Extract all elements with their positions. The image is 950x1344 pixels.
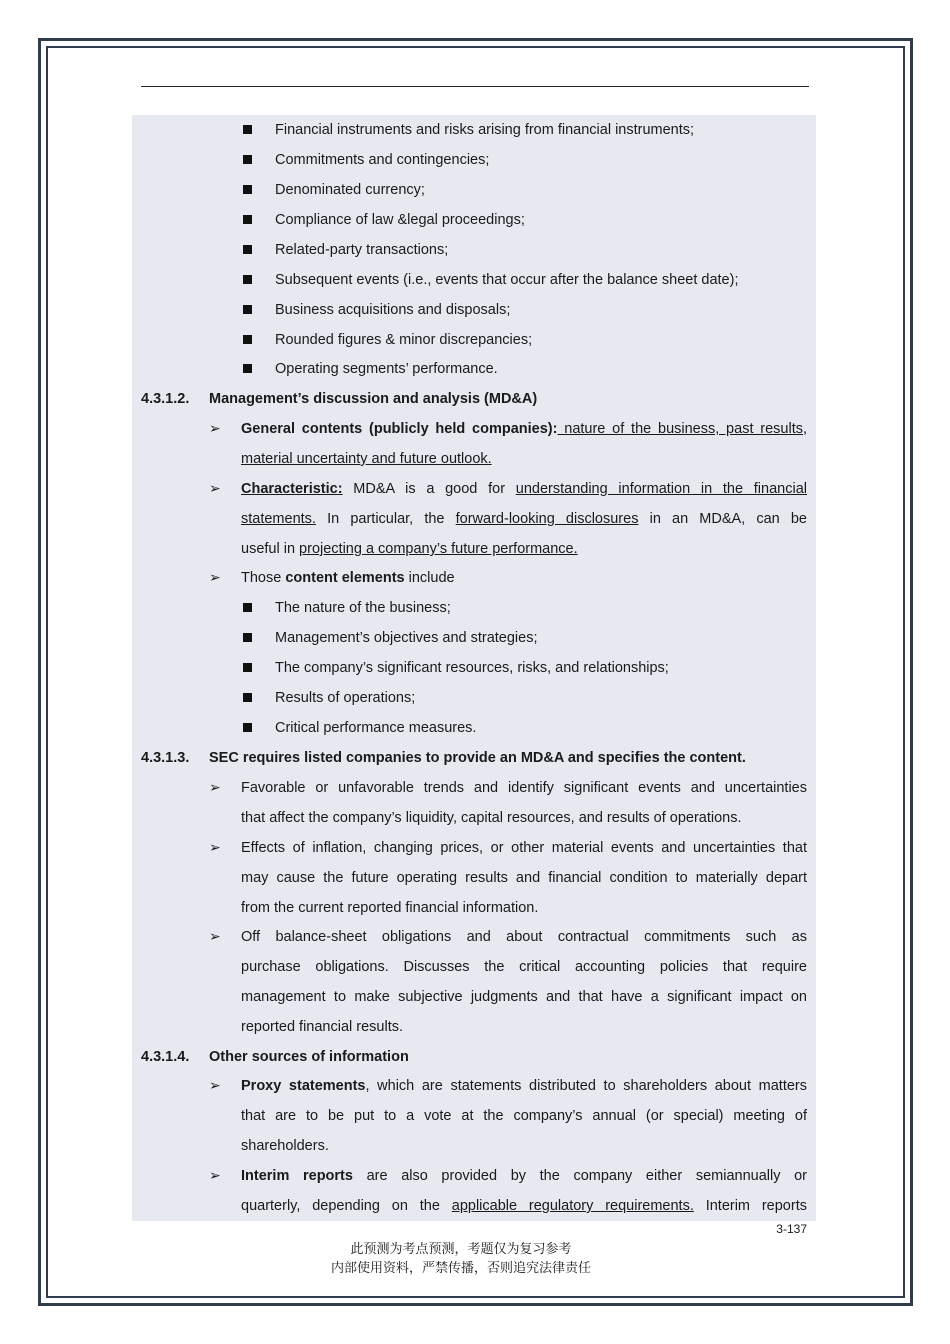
square-bullet-icon [243, 364, 252, 373]
list-item: Operating segments’ performance. [275, 361, 498, 377]
footer-disclaimer-line-1: 此预测为考点预测，考题仅为复习参考 [350, 1242, 572, 1257]
section-number: 4.3.1.2. [141, 391, 190, 407]
section-number: 4.3.1.4. [141, 1049, 190, 1065]
square-bullet-icon [243, 603, 252, 612]
list-item: Results of operations; [275, 690, 416, 706]
arrow-bullet-icon: ➢ [209, 840, 221, 856]
square-bullet-icon [243, 663, 252, 672]
paragraph-line: from the current reported financial information. [241, 900, 539, 916]
paragraph-line: Effects of inflation, changing prices, or other material events and uncertainties that [241, 840, 807, 856]
list-item: Management’s objectives and strategies; [275, 630, 538, 646]
arrow-bullet-icon: ➢ [209, 421, 221, 437]
list-item: Related-party transactions; [275, 242, 449, 258]
square-bullet-icon [243, 155, 252, 164]
content-elements-intro: Those content elements include [241, 570, 455, 586]
square-bullet-icon [243, 723, 252, 732]
square-bullet-icon [243, 633, 252, 642]
arrow-bullet-icon: ➢ [209, 929, 221, 945]
list-item: Compliance of law &legal proceedings; [275, 212, 525, 228]
square-bullet-icon [243, 215, 252, 224]
arrow-bullet-icon: ➢ [209, 1078, 221, 1094]
square-bullet-icon [243, 245, 252, 254]
proxy-line-1: Proxy statements, which are statements distributed to shareholders about matters [241, 1078, 808, 1094]
list-item: Business acquisitions and disposals; [275, 302, 511, 318]
paragraph-line: may cause the future operating results and financial condition to materially depart [241, 870, 807, 886]
arrow-bullet-icon: ➢ [209, 481, 221, 497]
section-number: 4.3.1.3. [141, 750, 190, 766]
list-item: The nature of the business; [275, 600, 451, 616]
proxy-line-2: that are to be put to a vote at the company’s annual (or special) meeting of [241, 1108, 807, 1124]
paragraph-line: reported financial results. [241, 1019, 403, 1035]
paragraph-line: Favorable or unfavorable trends and identify significant events and uncertainties [241, 780, 807, 796]
paragraph-line: management to make subjective judgments and that have a significant impact on [241, 989, 807, 1005]
square-bullet-icon [243, 693, 252, 702]
general-contents-line-1: General contents (publicly held companies): nature of the business, past results, [241, 421, 808, 437]
arrow-bullet-icon: ➢ [209, 780, 221, 796]
header-rule [141, 86, 809, 87]
general-contents-line-2: material uncertainty and future outlook. [241, 451, 492, 467]
paragraph-line: purchase obligations. Discusses the critical accounting policies that require [241, 959, 807, 975]
square-bullet-icon [243, 305, 252, 314]
square-bullet-icon [243, 335, 252, 344]
list-item: Critical performance measures. [275, 720, 477, 736]
paragraph-line: that affect the company’s liquidity, capital resources, and results of operations. [241, 810, 742, 826]
interim-line-2: quarterly, depending on the applicable regulatory requirements. Interim reports [241, 1198, 807, 1214]
interim-line-1: Interim reports are also provided by the company either semiannually or [241, 1168, 807, 1184]
list-item: Subsequent events (i.e., events that occur after the balance sheet date); [275, 272, 739, 288]
list-item: The company’s significant resources, risks, and relationships; [275, 660, 669, 676]
square-bullet-icon [243, 275, 252, 284]
list-item: Commitments and contingencies; [275, 152, 490, 168]
list-item: Denominated currency; [275, 182, 425, 198]
list-item: Rounded figures & minor discrepancies; [275, 332, 533, 348]
square-bullet-icon [243, 125, 252, 134]
section-heading: Management’s discussion and analysis (MD&A) [209, 391, 538, 407]
list-item: Financial instruments and risks arising from financial instruments; [275, 122, 695, 138]
characteristic-line-2: statements. In particular, the forward-looking disclosures in an MD&A, can be [241, 511, 808, 527]
footer-disclaimer-line-2: 内部使用资料，严禁传播，否则追究法律责任 [330, 1261, 591, 1276]
characteristic-line-3: useful in projecting a company’s future performance. [241, 541, 578, 557]
page-number: 3-137 [776, 1222, 807, 1236]
characteristic-line-1: Characteristic: MD&A is a good for understanding information in the financial [241, 481, 807, 497]
arrow-bullet-icon: ➢ [209, 570, 221, 586]
paragraph-line: Off balance-sheet obligations and about contractual commitments such as [241, 929, 807, 945]
section-heading: Other sources of information [209, 1049, 409, 1065]
proxy-line-3: shareholders. [241, 1138, 329, 1154]
arrow-bullet-icon: ➢ [209, 1168, 221, 1184]
section-heading: SEC requires listed companies to provide an MD&A and specifies the content. [209, 750, 746, 766]
square-bullet-icon [243, 185, 252, 194]
